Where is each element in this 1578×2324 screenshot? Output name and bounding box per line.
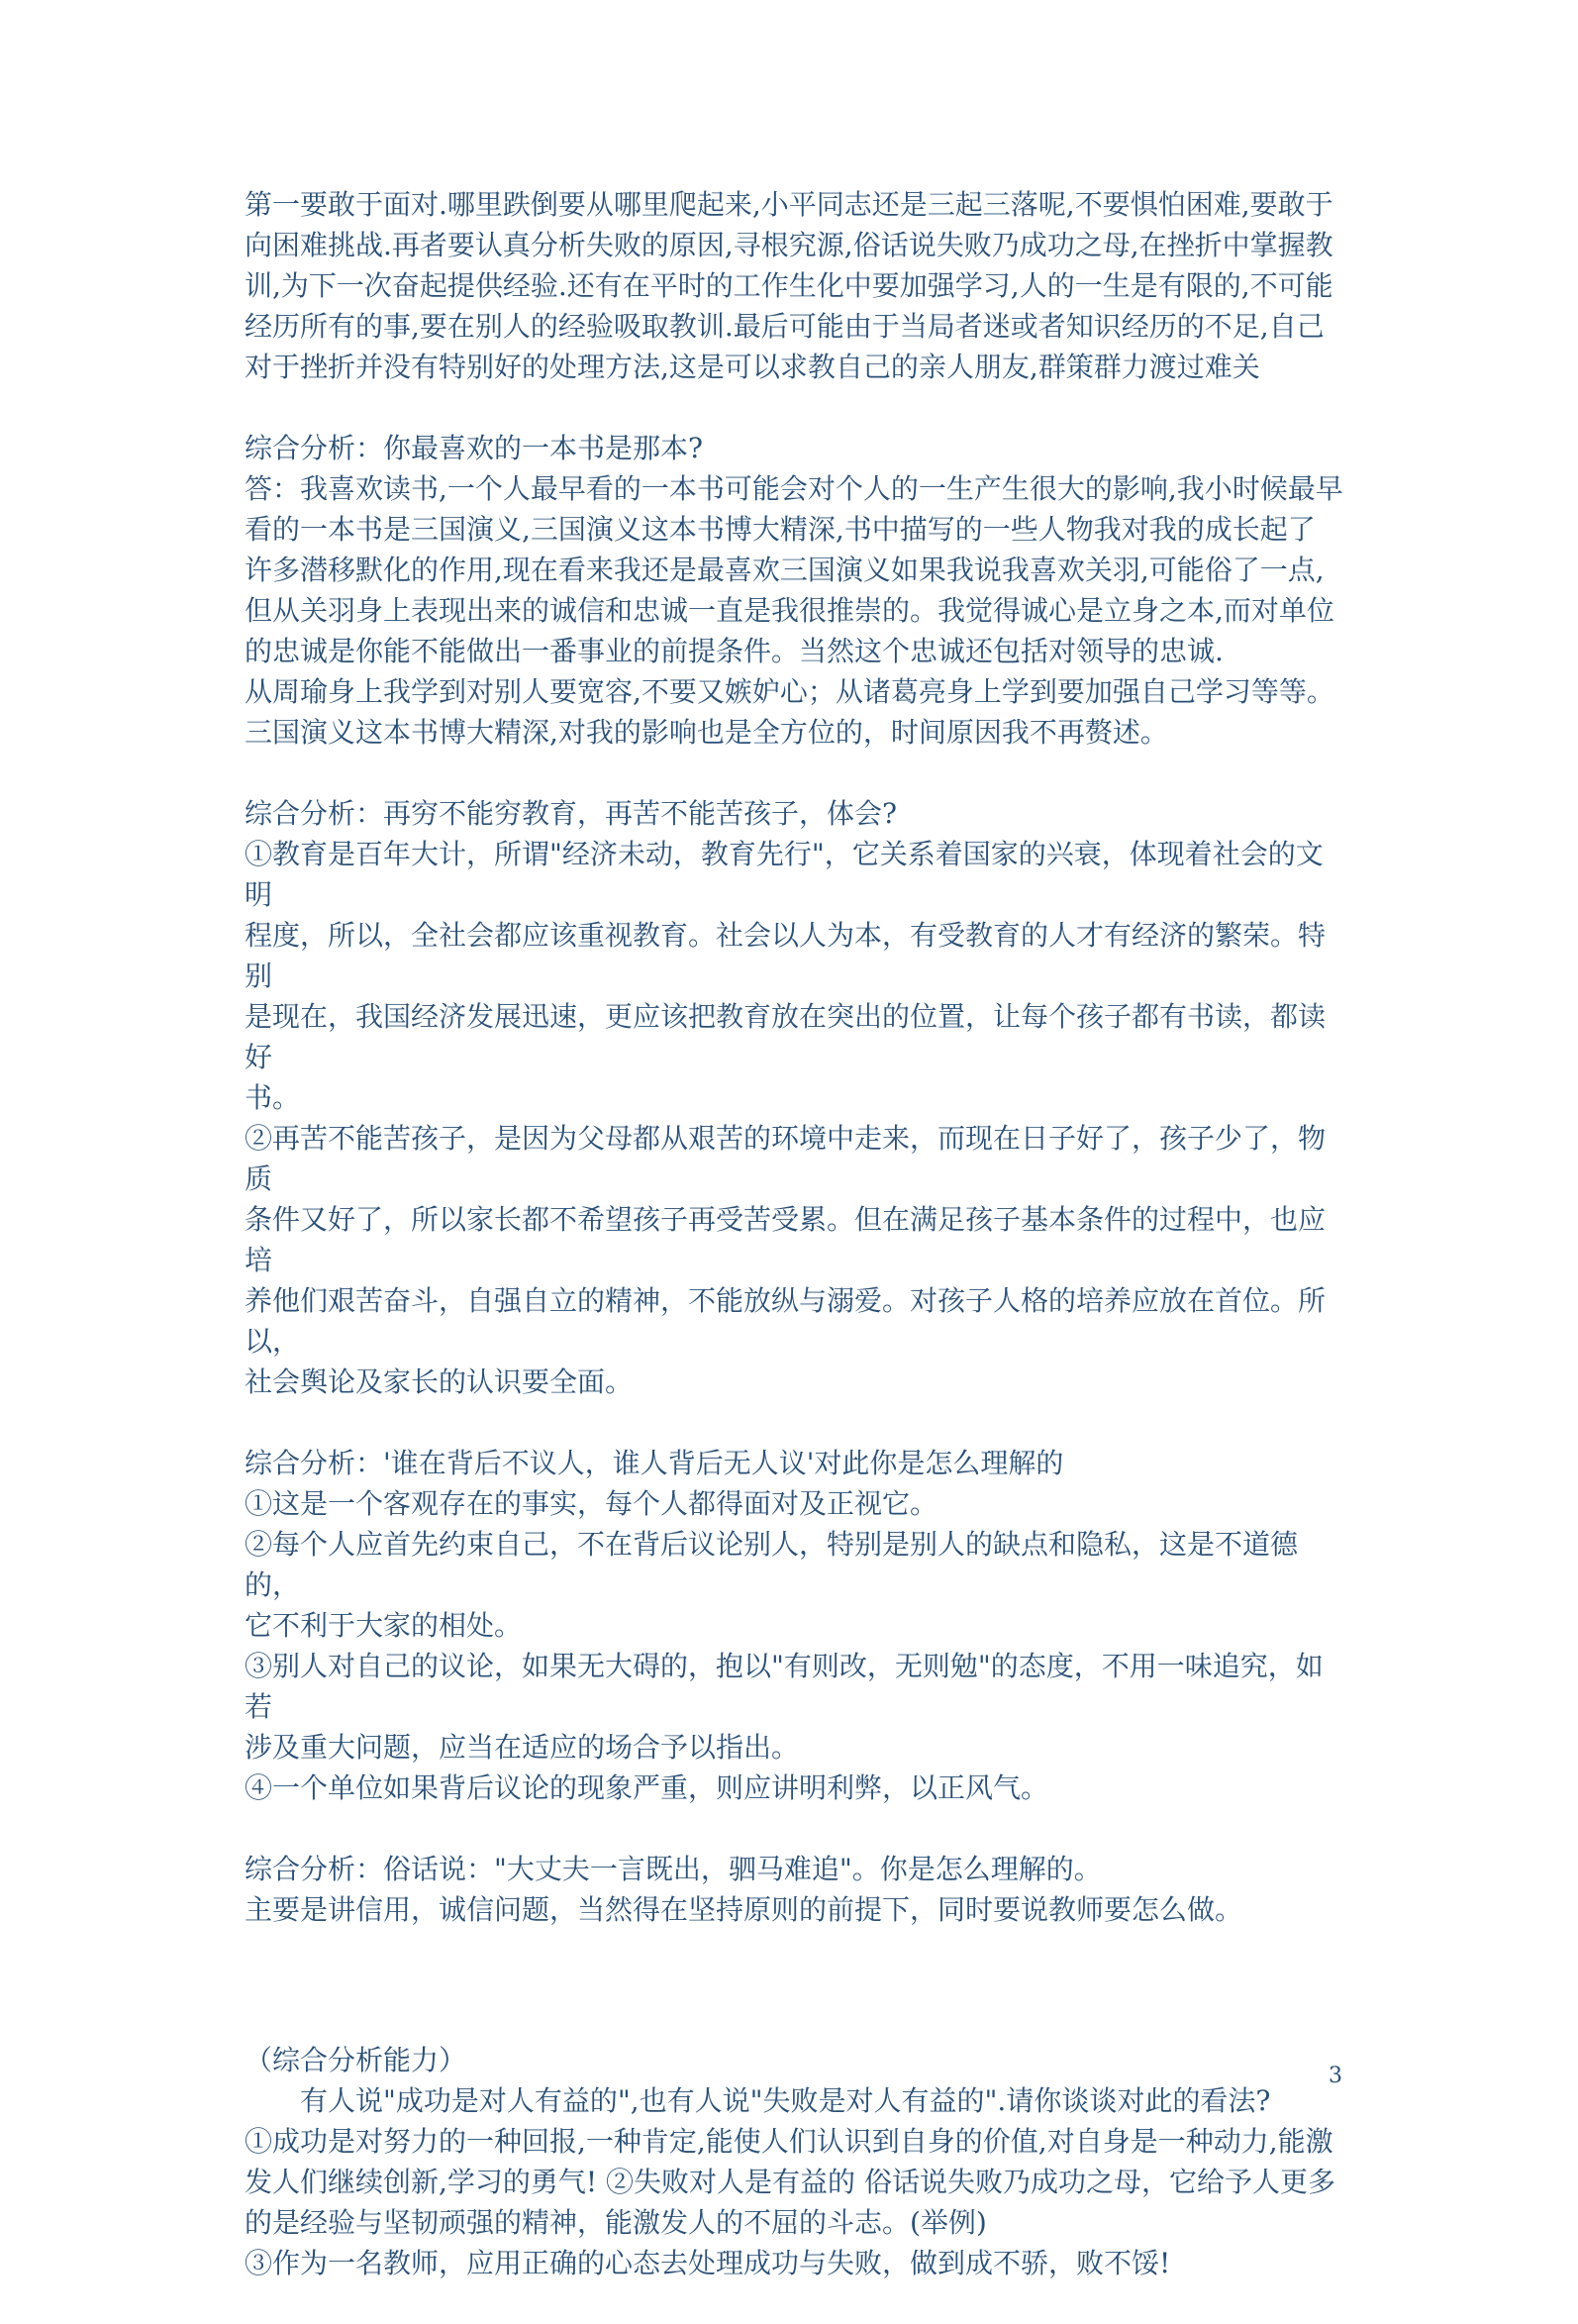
text-line: 三国演义这本书博大精深,对我的影响也是全方位的，时间原因我不再赘述。 bbox=[245, 716, 1168, 749]
paragraph-face-setbacks bbox=[245, 184, 1343, 387]
text-line: ③别人对自己的议论，如果无大碍的，抱以"有则改，无则勉"的态度，不用一味追究，如若 bbox=[245, 1650, 1324, 1723]
text-line: 向困难挑战.再者要认真分析失败的原因,寻根究源,俗话说失败乃成功之母,在挫折中掌握教 bbox=[245, 229, 1333, 261]
text-line: 的是经验与坚韧顽强的精神，能激发人的不屈的斗志。(举例) bbox=[245, 2206, 987, 2239]
section-heading: 综合分析：俗话说："大丈夫一言既出，驷马难追"。你是怎么理解的。 bbox=[245, 1853, 1102, 1885]
text-line: 是现在，我国经济发展迅速，更应该把教育放在突出的位置，让每个孩子都有书读，都读好 bbox=[245, 1000, 1327, 1073]
text-line: ②再苦不能苦孩子，是因为父母都从艰苦的环境中走来，而现在日子好了，孩子少了，物质 bbox=[245, 1122, 1327, 1195]
text-line: 书。 bbox=[245, 1081, 301, 1114]
section-heading: 综合分析：你最喜欢的一本书是那本? bbox=[245, 432, 704, 464]
text-line: 主要是讲信用，诚信问题，当然得在坚持原则的前提下，同时要说教师要怎么做。 bbox=[245, 1893, 1243, 1926]
text-line: 它不利于大家的相处。 bbox=[245, 1609, 523, 1642]
text-line: 条件又好了，所以家长都不希望孩子再受苦受累。但在满足孩子基本条件的过程中，也应培 bbox=[245, 1203, 1327, 1276]
text-line: 对于挫折并没有特别好的处理方法,这是可以求教自己的亲人朋友,群策群力渡过难关 bbox=[245, 351, 1260, 383]
text-line: 但从关羽身上表现出来的诚信和忠诚一直是我很推崇的。我觉得诚心是立身之本,而对单位 bbox=[245, 594, 1334, 627]
text-line: 社会舆论及家长的认识要全面。 bbox=[245, 1365, 634, 1398]
text-line: 经历所有的事,要在别人的经验吸取教训.最后可能由于当局者迷或者知识经历的不足,自己 bbox=[245, 310, 1325, 343]
text-line: 答：我喜欢读书,一个人最早看的一本书可能会对个人的一生产生很大的影响,我小时候最早 bbox=[245, 472, 1343, 505]
section-heading: 综合分析：'谁在背后不议人，谁人背后无人议'对此你是怎么理解的 bbox=[245, 1447, 1064, 1479]
text-line: 第一要敢于面对.哪里跌倒要从哪里爬起来,小平同志还是三起三落呢,不要惧怕困难,要敢于 bbox=[245, 188, 1333, 221]
text-line: 涉及重大问题，应当在适应的场合予以指出。 bbox=[245, 1731, 800, 1764]
section-heading: 综合分析：再穷不能穷教育，再苦不能苦孩子，体会? bbox=[245, 797, 898, 830]
text-line: 训,为下一次奋起提供经验.还有在平时的工作生化中要加强学习,人的一生是有限的,不可能 bbox=[245, 269, 1333, 302]
text-line: ③作为一名教师，应用正确的心态去处理成功与失败，做到成不骄，败不馁! bbox=[245, 2247, 1171, 2279]
text-line: ①这是一个客观存在的事实，每个人都得面对及正视它。 bbox=[245, 1487, 938, 1520]
section-gossip bbox=[245, 1443, 1343, 1808]
text-line: 从周瑜身上我学到对别人要宽容,不要又嫉妒心；从诸葛亮身上学到要加强自己学习等等。 bbox=[245, 675, 1334, 708]
text-line: 看的一本书是三国演义,三国演义这本书博大精深,书中描写的一些人物我对我的成长起了 bbox=[245, 513, 1316, 546]
section-keep-promise bbox=[245, 1849, 1343, 1930]
text-line: 的忠诚是你能不能做出一番事业的前提条件。当然这个忠诚还包括对领导的忠诚. bbox=[245, 635, 1224, 667]
text-line: 发人们继续创新,学习的勇气! ②失败对人是有益的 俗话说失败乃成功之母，它给予人更多 bbox=[245, 2166, 1335, 2198]
text-line: 程度，所以，全社会都应该重视教育。社会以人为本，有受教育的人才有经济的繁荣。特别 bbox=[245, 919, 1327, 992]
text-line: ①教育是百年大计，所谓"经济未动，教育先行"，它关系着国家的兴衰，体现着社会的文明 bbox=[245, 838, 1324, 911]
section-success-failure bbox=[245, 2040, 1343, 2283]
section-favorite-book bbox=[245, 428, 1343, 753]
section-education bbox=[245, 793, 1343, 1402]
page-number: 3 bbox=[1329, 2064, 1342, 2088]
spacer bbox=[245, 1970, 1343, 2040]
text-line: ②每个人应首先约束自己，不在背后议论别人，特别是别人的缺点和隐私，这是不道德的， bbox=[245, 1528, 1299, 1601]
document-body bbox=[245, 184, 1343, 2324]
text-line: ①成功是对努力的一种回报,一种肯定,能使人们认识到自身的价值,对自身是一种动力,能激 bbox=[245, 2125, 1333, 2158]
section-heading: （综合分析能力） bbox=[245, 2044, 467, 2076]
question-line: 有人说"成功是对人有益的",也有人说"失败是对人有益的".请你谈谈对此的看法? bbox=[300, 2084, 1271, 2117]
text-line: 养他们艰苦奋斗，自强自立的精神，不能放纵与溺爱。对孩子人格的培养应放在首位。所以， bbox=[245, 1284, 1327, 1358]
text-line: 许多潜移默化的作用,现在看来我还是最喜欢三国演义如果我说我喜欢关羽,可能俗了一点, bbox=[245, 554, 1325, 586]
text-line: ④一个单位如果背后议论的现象严重，则应讲明利弊，以正风气。 bbox=[245, 1771, 1049, 1804]
